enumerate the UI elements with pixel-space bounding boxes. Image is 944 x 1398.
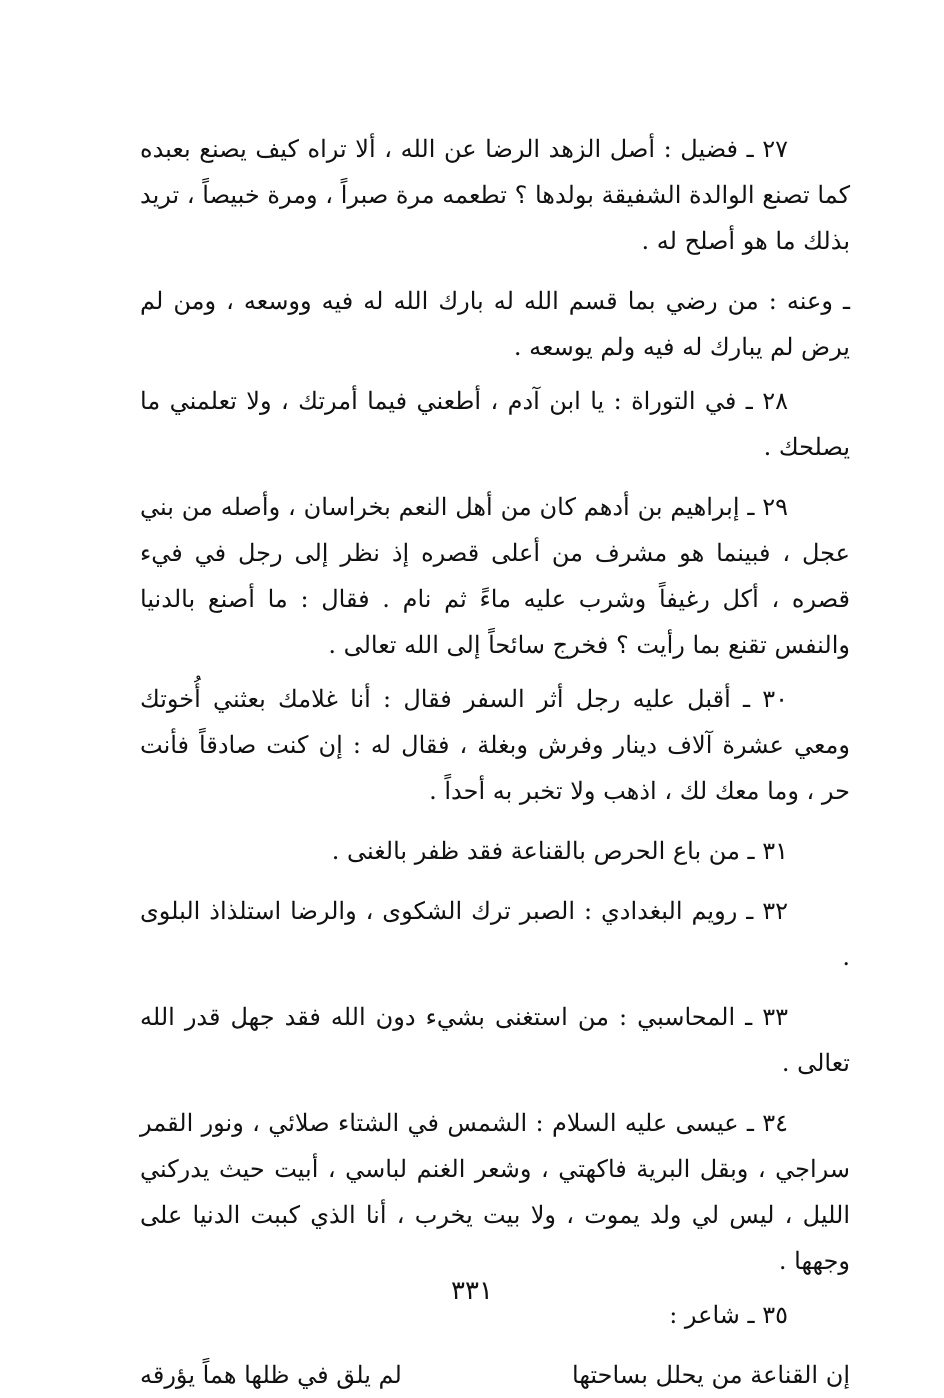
paragraph-27-continued: ـ وعنه : من رضي بما قسم الله له بارك الله له فيه ووسعه ، ومن لم يرض لم يبارك له فيه ولم يوسعه . — [140, 287, 850, 361]
page-number: ٣٣١ — [451, 1276, 493, 1306]
paragraph-30: ٣٠ ـ أقبل عليه رجل أثر السفر فقال : أنا غلامك بعثني أُخوتك ومعي عشرة آلاف دينار وفرش وبغلة ، فقال له : إن كنت صادقاً فأنت حر ، وما معك لك ، اذهب ولا تخبر به أحداً . — [140, 685, 850, 805]
paragraph-28: ٢٨ ـ في التوراة : يا ابن آدم ، أطعني فيما أمرتك ، ولا تعلمني ما يصلحك . — [140, 387, 850, 461]
poem-second-hemistich: لم يلق في ظلها هماً يؤرقه — [140, 1361, 402, 1389]
paragraph-31: ٣١ ـ من باع الحرص بالقناعة فقد ظفر بالغنى . — [331, 837, 788, 865]
poem-verse — [140, 1352, 850, 1398]
paragraph-32: ٣٢ ـ رويم البغدادي : الصبر ترك الشكوى ، والرضا استلذاذ البلوى . — [140, 897, 850, 971]
paragraph-35: ٣٥ ـ شاعر : — [669, 1301, 788, 1329]
paragraph-27: ٢٧ ـ فضيل : أصل الزهد الرضا عن الله ، ألا تراه كيف يصنع بعبده كما تصنع الوالدة الشفيقة بولدها ؟ تطعمه مرة صبراً ، ومرة خبيصاً ، تريد بذلك ما هو أصلح له . — [140, 135, 850, 255]
paragraph-29: ٢٩ ـ إبراهيم بن أدهم كان من أهل النعم بخراسان ، وأصله من بني عجل ، فبينما هو مشرف من أعلى قصره إذ نظر إلى رجل في فيء قصره ، أكل رغيفاً وشرب عليه ماءً ثم نام . فقال : ما أصنع بالدنيا والنفس تقنع بما رأيت ؟ فخرج سائحاً إلى الله تعالى . — [140, 493, 850, 659]
paragraph-34: ٣٤ ـ عيسى عليه السلام : الشمس في الشتاء صلائي ، ونور القمر سراجي ، وبقل البرية فاكهتي ، وشعر الغنم لباسي ، أبيت حيث يدركني الليل ، ليس لي ولد يموت ، ولا بيت يخرب ، أنا الذي كببت الدنيا على وجهها . — [140, 1109, 850, 1275]
page-body — [140, 126, 850, 1398]
paragraph-33: ٣٣ ـ المحاسبي : من استغنى بشيء دون الله فقد جهل قدر الله تعالى . — [140, 1003, 850, 1077]
poem-first-hemistich: إن القناعة من يحلل بساحتها — [572, 1361, 850, 1389]
